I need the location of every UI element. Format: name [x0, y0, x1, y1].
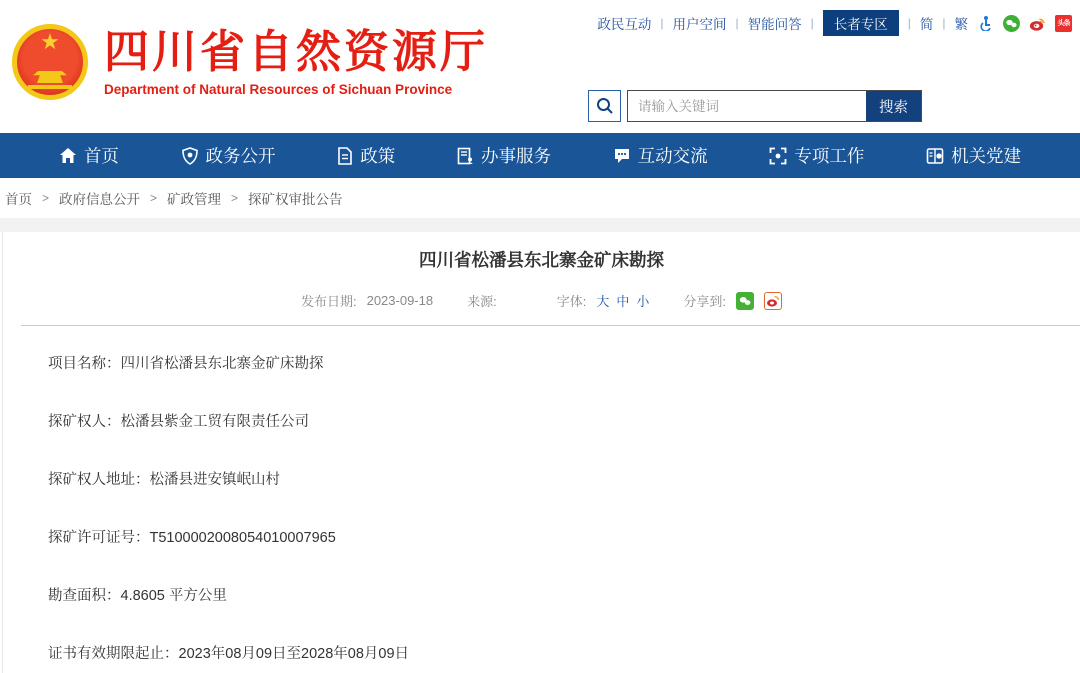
field-value: 4.8605 平方公里	[120, 588, 227, 604]
field-label: 探矿权人：	[48, 414, 121, 430]
elder-zone-button[interactable]: 长者专区	[823, 10, 899, 36]
party-badge-icon	[926, 147, 944, 165]
nav-label: 专项工作	[794, 146, 865, 166]
nav-label: 办事服务	[480, 146, 551, 166]
article-fields	[48, 354, 1080, 664]
field-licensee	[48, 412, 1080, 432]
title-divider	[21, 325, 1080, 326]
main-nav	[0, 133, 1080, 178]
article-meta	[3, 291, 1080, 310]
shield-icon	[181, 147, 199, 165]
target-icon	[769, 147, 787, 165]
toutiao-icon[interactable]: 头条	[1055, 15, 1072, 32]
separator: |	[810, 16, 814, 30]
emblem-gate	[33, 71, 67, 83]
font-size-medium-button[interactable]: 中	[616, 294, 630, 309]
share-label: 分享到:	[683, 294, 727, 309]
lang-traditional-button[interactable]: 繁	[954, 17, 968, 32]
nav-label: 政务公开	[205, 146, 276, 166]
home-icon	[59, 147, 77, 165]
publish-date-label: 发布日期:	[300, 294, 357, 309]
field-label: 探矿许可证号：	[48, 530, 150, 546]
article-title: 四川省松潘县东北寨金矿床勘探	[419, 250, 664, 270]
top-utility-bar	[597, 10, 1072, 36]
field-value: 松潘县紫金工贸有限责任公司	[120, 414, 309, 430]
field-value: 2023年08月09日至2028年08月09日	[178, 646, 410, 662]
field-label: 探矿权人地址：	[48, 472, 150, 488]
breadcrumb-item-home[interactable]: 首页	[5, 192, 32, 207]
nav-label: 机关党建	[951, 146, 1022, 166]
separator: |	[942, 16, 946, 30]
nav-item-policy[interactable]	[337, 143, 395, 168]
site-logo[interactable]	[12, 24, 488, 100]
site-subtitle: Department of Natural Resources of Sichuan Province	[104, 81, 453, 97]
breadcrumb-item-mining-admin[interactable]: 矿政管理	[167, 192, 222, 207]
separator: |	[735, 16, 739, 30]
search-input[interactable]	[628, 91, 866, 121]
nav-item-services[interactable]	[457, 143, 551, 168]
page-background-band	[0, 218, 1080, 232]
nav-item-interaction[interactable]	[613, 143, 708, 168]
nav-label: 首页	[83, 146, 119, 166]
breadcrumb-item-info-disclosure[interactable]: 政府信息公开	[59, 192, 141, 207]
search-field-group	[627, 90, 922, 122]
source-label: 来源:	[467, 294, 497, 309]
breadcrumb-item-exploration-approval[interactable]: 探矿权审批公告	[248, 192, 343, 207]
field-label: 项目名称：	[48, 356, 121, 372]
link-smart-qa[interactable]: 智能问答	[747, 17, 802, 32]
nav-label: 互动交流	[637, 146, 708, 166]
breadcrumb	[0, 178, 1080, 218]
national-emblem-icon	[12, 24, 88, 100]
publish-date-value: 2023-09-18	[366, 293, 434, 308]
wechat-share-icon[interactable]	[736, 292, 754, 310]
breadcrumb-separator: >	[231, 191, 239, 205]
service-doc-icon	[457, 147, 474, 165]
article-container	[2, 232, 1080, 673]
field-value: 松潘县进安镇岷山村	[149, 472, 280, 488]
link-user-space[interactable]: 用户空间	[672, 17, 727, 32]
search-button[interactable]: 搜索	[866, 91, 921, 121]
field-label: 勘查面积：	[48, 588, 121, 604]
wechat-icon[interactable]	[1003, 15, 1020, 32]
field-value: 四川省松潘县东北寨金矿床勘探	[120, 356, 324, 372]
field-validity-period	[48, 644, 1080, 664]
weibo-share-icon[interactable]	[764, 292, 782, 310]
separator: |	[660, 16, 664, 30]
font-size-small-button[interactable]: 小	[636, 294, 650, 309]
breadcrumb-separator: >	[42, 191, 50, 205]
font-size-large-button[interactable]: 大	[596, 294, 610, 309]
lang-simplified-button[interactable]: 简	[919, 17, 934, 32]
accessibility-icon[interactable]	[977, 15, 994, 32]
nav-item-gov-disclosure[interactable]	[181, 143, 276, 168]
emblem-base	[28, 85, 72, 89]
emblem-star: ★	[40, 29, 60, 54]
link-public-interaction[interactable]: 政民互动	[597, 17, 652, 32]
font-size-label: 字体:	[556, 294, 587, 309]
field-value: T5100002008054010007965	[149, 530, 336, 546]
field-label: 证书有效期限起止：	[48, 646, 179, 662]
nav-label: 政策	[360, 146, 396, 166]
nav-item-home[interactable]	[59, 143, 119, 168]
weibo-icon[interactable]	[1029, 15, 1046, 32]
logo-text	[104, 25, 489, 97]
nav-item-special-work[interactable]	[769, 143, 864, 168]
search-icon[interactable]	[588, 90, 621, 122]
breadcrumb-separator: >	[150, 191, 158, 205]
search-bar	[588, 90, 922, 122]
chat-bubble-icon	[613, 147, 631, 164]
separator: |	[907, 16, 911, 30]
document-icon	[337, 147, 353, 165]
field-licensee-address	[48, 470, 1080, 490]
nav-item-party-building[interactable]	[926, 143, 1021, 168]
field-project-name	[48, 354, 1080, 374]
field-license-number	[48, 528, 1080, 548]
field-survey-area	[48, 586, 1080, 606]
site-title: 四川省自然资源厅	[104, 25, 489, 77]
